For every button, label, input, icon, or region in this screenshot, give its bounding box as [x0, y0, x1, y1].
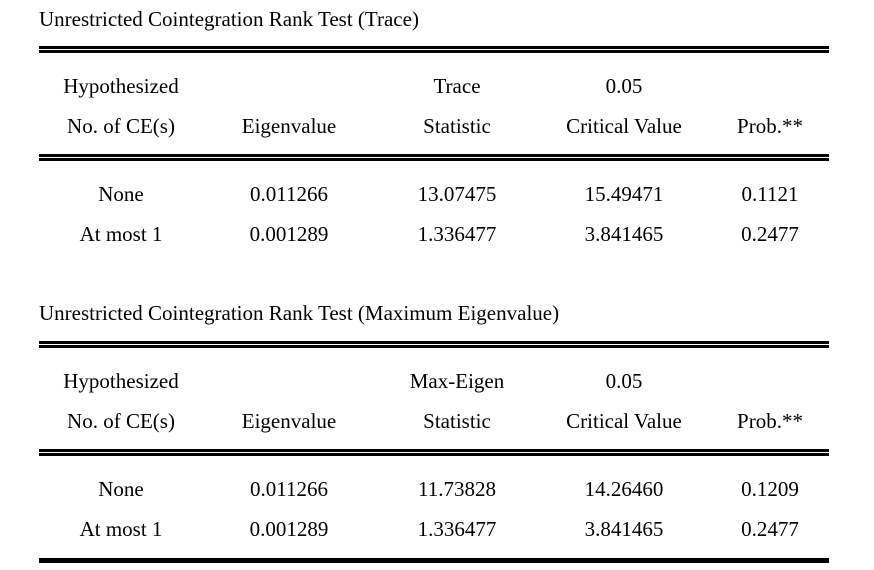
maxeigen-header-prob: Prob.** [737, 409, 803, 433]
maxeigen-test-title: Unrestricted Cointegration Rank Test (Maximum Eigenvalue) [39, 301, 560, 325]
trace-row-none-critical-value: 15.49471 [584, 182, 664, 206]
trace-test-title: Unrestricted Cointegration Rank Test (Trace) [39, 7, 419, 31]
trace-header-rule [39, 154, 829, 161]
trace-row-none-hypothesis: None [98, 182, 144, 206]
maxeigen-header-max-eigen: Max-Eigen [409, 369, 505, 393]
trace-row-none-eigenvalue: 0.011266 [250, 182, 328, 206]
trace-header-trace: Trace [433, 74, 481, 98]
trace-row-none-prob: 0.1121 [741, 182, 799, 206]
trace-header-eigenvalue: Eigenvalue [241, 114, 337, 138]
maxeigen-row-none-critical-value: 14.26460 [584, 477, 664, 501]
maxeigen-row-none-eigenvalue: 0.011266 [250, 477, 328, 501]
maxeigen-row-atmost1-critical-value: 3.841465 [584, 517, 664, 541]
maxeigen-row-none-prob: 0.1209 [741, 477, 799, 501]
maxeigen-header-statistic: Statistic [423, 409, 491, 433]
maxeigen-header-hypothesized: Hypothesized [63, 369, 179, 393]
maxeigen-top-rule [39, 341, 829, 348]
trace-top-rule [39, 46, 829, 53]
maxeigen-row-none-hypothesis: None [98, 477, 144, 501]
trace-header-statistic: Statistic [423, 114, 491, 138]
maxeigen-header-no-of-ce: No. of CE(s) [67, 409, 175, 433]
maxeigen-header-eigenvalue: Eigenvalue [241, 409, 337, 433]
trace-header-critical-value: Critical Value [566, 114, 682, 138]
trace-header-prob: Prob.** [737, 114, 803, 138]
trace-row-atmost1-critical-value: 3.841465 [584, 222, 664, 246]
trace-row-atmost1-prob: 0.2477 [741, 222, 799, 246]
maxeigen-row-atmost1-prob: 0.2477 [741, 517, 799, 541]
trace-row-none-statistic: 13.07475 [417, 182, 497, 206]
trace-row-atmost1-statistic: 1.336477 [417, 222, 497, 246]
maxeigen-header-rule [39, 449, 829, 456]
maxeigen-row-atmost1-eigenvalue: 0.001289 [249, 517, 329, 541]
maxeigen-row-atmost1-hypothesis: At most 1 [79, 517, 163, 541]
maxeigen-bottom-rule [39, 558, 829, 563]
maxeigen-header-critical-value: Critical Value [566, 409, 682, 433]
maxeigen-row-none-statistic: 11.73828 [418, 477, 496, 501]
trace-row-atmost1-eigenvalue: 0.001289 [249, 222, 329, 246]
trace-header-no-of-ce: No. of CE(s) [67, 114, 175, 138]
trace-header-hypothesized: Hypothesized [63, 74, 179, 98]
maxeigen-row-atmost1-statistic: 1.336477 [417, 517, 497, 541]
maxeigen-header-significance: 0.05 [605, 369, 643, 393]
trace-row-atmost1-hypothesis: At most 1 [79, 222, 163, 246]
trace-header-significance: 0.05 [605, 74, 643, 98]
